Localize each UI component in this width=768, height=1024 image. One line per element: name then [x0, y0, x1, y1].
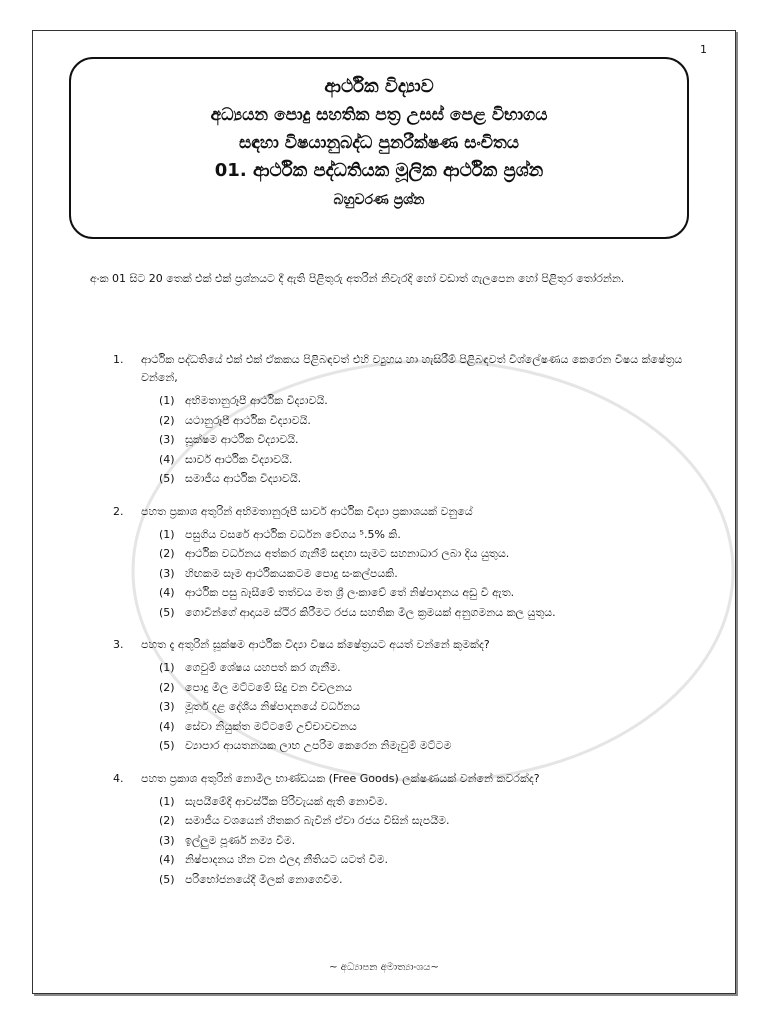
subject-title: ආර්ථික විද්‍යාව	[324, 76, 434, 97]
exam-title: අධ්‍යයන පොදු සහතික පත්‍ර උසස් පෙළ විභාගය	[210, 105, 548, 125]
option-number: (4)	[159, 452, 175, 466]
option-item	[159, 564, 713, 584]
option-text: ඉල්ලුම පූර්ණ නම්‍ය වීම.	[185, 833, 296, 847]
option-number: (5)	[159, 605, 175, 619]
question-number: 1.	[113, 353, 124, 366]
option-text: ගොවීන්ගේ ආදායම ස්ථිර කිරීමට රජය සහතික මිල ක්‍රමයක් අනුගමනය කල යුතුය.	[185, 605, 556, 619]
option-number: (1)	[159, 394, 175, 407]
option-item	[159, 678, 713, 698]
option-item	[159, 717, 713, 737]
option-item	[159, 469, 713, 489]
option-item	[159, 870, 713, 890]
question-number: 4.	[113, 771, 124, 785]
option-text: නිෂ්පාදනය හීන වන ඵලදා නීතියට යටත් වීම.	[185, 853, 389, 866]
question-number: 3.	[113, 638, 124, 651]
option-number: (2)	[159, 680, 175, 694]
option-item	[159, 697, 713, 717]
option-item	[159, 603, 713, 623]
option-text: සූක්ෂම ආර්ථික විද්‍යාවයි.	[185, 433, 299, 446]
option-number: (5)	[159, 472, 175, 485]
option-text: පොදු මිල මට්ටමේ සිදු වන විචලනය	[185, 680, 353, 694]
option-text: මූර්ත දළ දේශීය නිෂ්පාදනයේ වර්ධනය	[185, 700, 361, 713]
option-text: සමාජීය වශයෙන් හිතකර බැවින් ඒවා රජය විසින් සැපයීම.	[185, 814, 450, 827]
unit-number: 01.	[214, 160, 247, 181]
option-item	[159, 450, 713, 470]
options-list	[159, 658, 713, 756]
option-text: සේවා නියුක්ත මට්ටමේ උච්චාවචනය	[185, 719, 357, 733]
option-text: සැපයීමේදී ආවස්ථික පිරිවැයක් ඇති නොවීම.	[185, 794, 388, 808]
options-list	[159, 391, 713, 489]
title-box	[69, 57, 689, 239]
option-text: ආර්ථික වර්ධනය අත්කර ගැනීම් සඳහා සැමට සහනාධාර ලබා දිය යුතුය.	[185, 547, 510, 560]
question-number: 2.	[113, 504, 124, 518]
option-item	[159, 658, 713, 678]
document-page	[32, 30, 736, 994]
option-item	[159, 391, 713, 411]
option-number: (4)	[159, 586, 175, 599]
option-number: (3)	[159, 700, 175, 713]
question-text: පහත ප්‍රකාශ අතුරින් අභිමතානුරූපී සාර්ව ආර්ථික විද්‍යා ප්‍රකාශයක් වනුයේ	[141, 504, 473, 518]
instruction-text: අංක 01 සිට 20 තෙක් එක් එක් ප්‍රශ්නයට දී ඇති පිළිතුරු අතරින් නිවැරදි හෝ වඩාත් ගැලපෙන හෝ පිළිතුර තෝරන්න.	[90, 272, 625, 285]
options-list	[159, 525, 713, 623]
option-number: (3)	[159, 833, 175, 847]
footer-text: ~ අධ්‍යාපන අමාත්‍යාංශය~	[329, 962, 439, 973]
option-text: ව්‍යාපාර ආයතනයක ලාභ උපරිම කෙරෙන නිමැවුම් මට්ටම	[185, 739, 452, 752]
option-item	[159, 430, 713, 450]
option-item	[159, 736, 713, 756]
option-item	[159, 831, 713, 851]
question-4	[113, 770, 713, 890]
option-text: පසුගිය වසරේ ආර්ථික වර්ධන වේගය ⁵.5% කි.	[185, 527, 401, 541]
question-list	[113, 351, 713, 903]
option-number: (2)	[159, 413, 175, 427]
option-number: (4)	[159, 853, 175, 866]
option-text: යථානුරූපී ආර්ථික විද්‍යාවයි.	[185, 413, 311, 427]
option-item	[159, 811, 713, 831]
option-text: සමාජීය ආර්ථික විද්‍යාවයි.	[185, 472, 302, 485]
option-text: සාර්ව ආර්ථික විද්‍යාවයි.	[185, 452, 293, 466]
unit-name: ආර්ථික පද්ධතියක මූලික ආර්ථික ප්‍රශ්න	[252, 160, 544, 181]
option-number: (1)	[159, 527, 175, 541]
option-text: හිඟකම සෑම ආර්ථිකයකටම පොදු සංකල්පයකි.	[185, 566, 398, 580]
question-1	[113, 351, 713, 489]
question-3	[113, 636, 713, 756]
option-number: (2)	[159, 814, 175, 827]
question-text: පහත ප්‍රකාශ අතුරින් නොමිල භාණ්ඩයක (Free Goods) ලක්ෂණයක් වන්නේ කවරක්ද?	[141, 771, 540, 785]
option-item	[159, 525, 713, 545]
options-list	[159, 792, 713, 890]
option-number: (2)	[159, 547, 175, 560]
option-number: (4)	[159, 719, 175, 733]
option-number: (3)	[159, 433, 175, 446]
option-number: (1)	[159, 794, 175, 808]
option-text: අභිමතානුරූපී ආර්ථික විද්‍යාවයි.	[185, 394, 328, 407]
option-number: (3)	[159, 566, 175, 580]
option-text: පරිභෝජනයේදී මිලක් නොගෙවීම.	[185, 872, 343, 886]
question-text: පහත දැ අතුරින් සූක්ෂම ආර්ථික විද්‍යා විෂය ක්ෂේත්‍රයට අයත් වන්නේ කුමක්ද?	[141, 638, 490, 651]
option-number: (5)	[159, 872, 175, 886]
option-item	[159, 411, 713, 431]
option-item	[159, 850, 713, 870]
option-item	[159, 583, 713, 603]
option-number: (5)	[159, 739, 175, 752]
option-item	[159, 544, 713, 564]
unit-title	[71, 157, 687, 185]
option-text: ගෙවුම් ශේෂය යහපත් කර ගැනීම.	[185, 661, 341, 674]
page-number: 1	[700, 43, 707, 56]
option-text: ආර්ථික පසු බෑසීමේ තත්වය මත ශ්‍රී ලංකාවේ තේ නිෂ්පාදනය අඩු වී ඇත.	[185, 586, 515, 599]
question-text: ආර්ථික පද්ධතියේ එක් එක් ඒකකය පිළිබඳවත් එහි ව්‍යුහය හා හැසිරීම් පිළිබඳවත් විශ්ලේෂණය කෙරෙන විෂය ක්ෂේත්‍රය වන්නේ,	[141, 353, 683, 384]
option-number: (1)	[159, 661, 175, 674]
option-item	[159, 792, 713, 812]
question-type: බහුවරණ ප්‍රශ්න	[333, 192, 425, 208]
question-2	[113, 503, 713, 623]
collection-title: සඳහා විෂයානුබද්ධ පුනරීක්ෂණ සංචිතය	[238, 133, 520, 153]
